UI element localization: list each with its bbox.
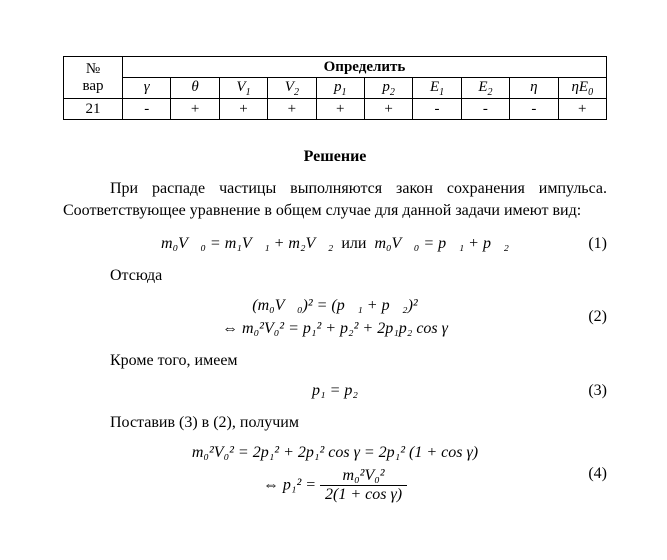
equation-1-right: m₀V⃗₀ = p⃗₁ + p⃗₂ [374,234,509,252]
variant-label-bottom: вар [82,77,104,94]
symbol-cell-theta: θ [171,78,219,99]
value-cell: - [123,99,171,120]
symbol-cell-e2: $E_2$ [461,78,509,99]
value-cell: - [510,99,558,120]
solution-title: Решение [303,148,367,165]
lead-krome: Кроме того, имеем [110,351,238,369]
intro-paragraph: При распаде частицы выполняются закон сохранения импульса. Соответствующее уравнение в общем случае для данной задачи имеют вид: [63,180,607,220]
equation-4-number: (4) [588,464,607,482]
symbol-cell-p1: $p_1$ [316,78,364,99]
symbol-cell-eta-e0: $\eta E_0$ [558,78,606,99]
lead-otsyuda: Отсюда [110,266,163,284]
determine-header: Определить [123,57,607,78]
equation-2-lines [63,297,607,338]
symbol-cell-eta: η [510,78,558,99]
equation-3 [63,382,607,400]
value-cell: - [413,99,461,120]
equation-4-prefix: ⇔ p₁² = [262,476,317,494]
symbol-cell-gamma: γ [123,78,171,99]
value-cell: + [558,99,606,120]
equation-1-connector: или [341,234,367,252]
value-cell: + [171,99,219,120]
value-cell: + [219,99,267,120]
variant-label-top: № [85,60,101,77]
equation-1-left: m₀V⃗₀ = m₁V⃗₁ + m₂V⃗₂ [161,234,334,252]
equation-4-lines [63,444,607,505]
lead-postaviv: Поставив (3) в (2), получим [110,413,299,431]
fraction-numerator: m₀²V₀² [342,466,385,484]
equation-2-line2: ⇔ m₀²V₀² = p₁² + p₂² + 2p₁p₂ cos γ [222,319,448,337]
variant-number-cell: 21 [64,99,123,120]
equation-3-number: (3) [588,381,607,399]
equation-4-fraction [320,467,407,505]
equation-2-line1: (m₀V⃗₀)² = (p⃗₁ + p⃗₂)² [252,296,418,314]
equation-4 [63,444,607,505]
value-cell: + [268,99,316,120]
value-cell: - [461,99,509,120]
variant-table [63,56,607,120]
symbol-cell-v1: $V_1$ [219,78,267,99]
equation-1 [63,235,607,253]
equation-2 [63,297,607,338]
equation-3-body: p₁ = p₂ [312,381,358,399]
value-cell: + [316,99,364,120]
table-header-row [64,57,607,78]
values-row [64,99,607,120]
value-cell: + [364,99,412,120]
variant-column-header [64,57,123,99]
symbols-row [64,78,607,99]
equation-4-line2 [63,464,607,505]
symbol-cell-v2: $V_2$ [268,78,316,99]
equation-1-number: (1) [588,234,607,252]
fraction-denominator: 2(1 + cos γ) [320,485,407,504]
equation-4-line1: m₀²V₀² = 2p₁² + 2p₁² cos γ = 2p₁² (1 + cos γ) [191,443,479,461]
symbol-cell-p2: $p_2$ [364,78,412,99]
equation-2-number: (2) [588,308,607,326]
symbol-cell-e1: $E_1$ [413,78,461,99]
